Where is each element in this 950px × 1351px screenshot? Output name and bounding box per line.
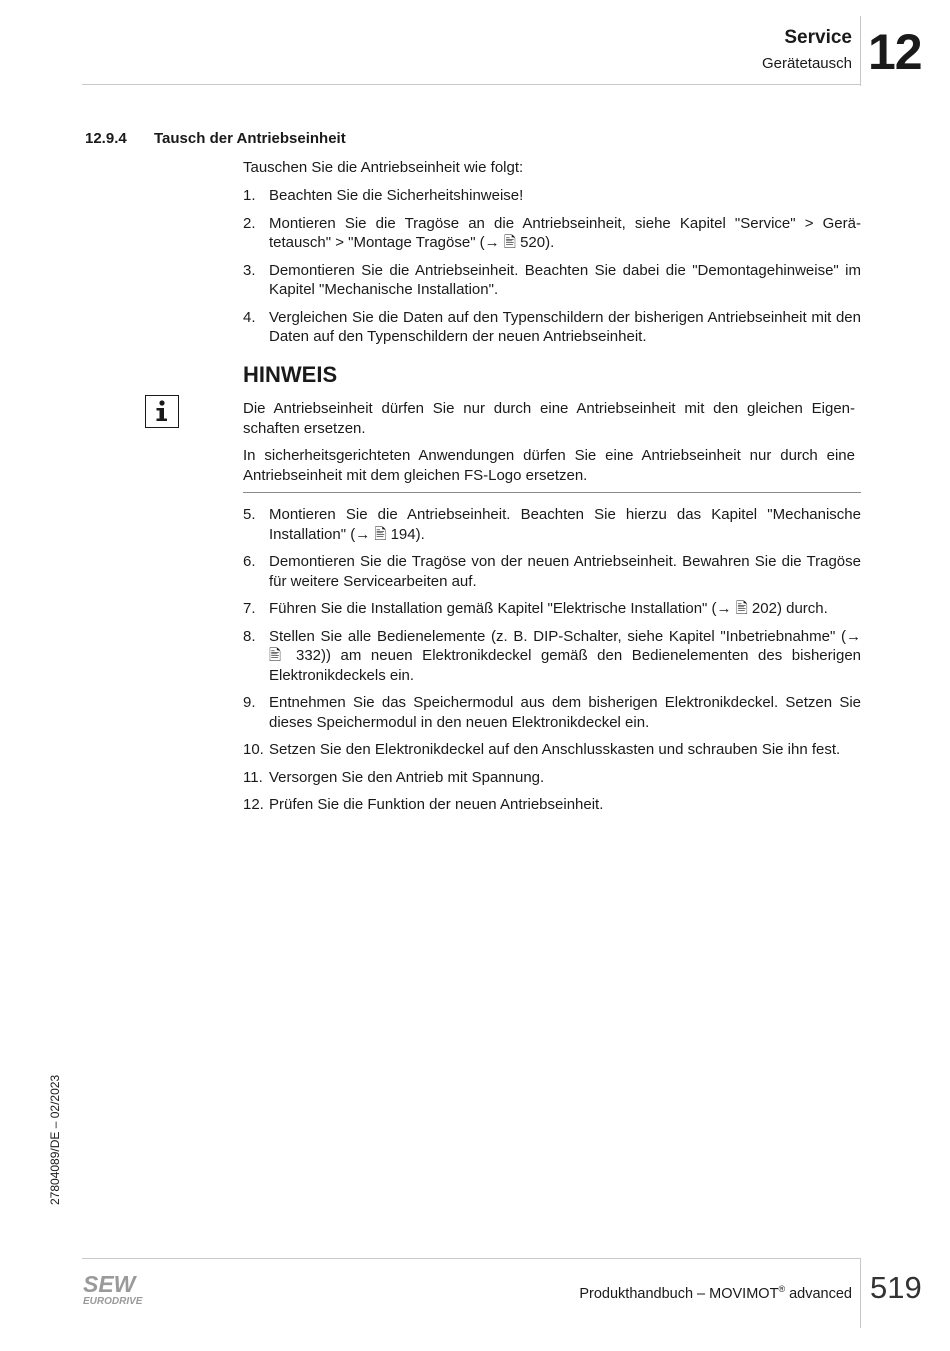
step-text: Entnehmen Sie das Speichermodul aus dem bisherigen Elektronikdeckel. Setzen Sie dieses Speichermodul in den neuen Elektronikdeckel ein. (269, 694, 861, 731)
note-divider (243, 492, 861, 493)
step-text: Prüfen Sie die Funktion der neuen Antriebseinheit. (269, 796, 604, 813)
document-number: 27804089/DE – 02/2023 (48, 1074, 62, 1205)
svg-text:EURODRIVE: EURODRIVE (83, 1296, 143, 1307)
step-text: Demontieren Sie die Antriebseinheit. Beachten Sie dabei die "Demontagehinweise" im Kapitel "Mechanische Installation". (269, 261, 861, 298)
footer-title-suffix: advanced (785, 1286, 852, 1302)
note-title: HINWEIS (243, 362, 338, 387)
steps-list-first (243, 186, 861, 355)
list-item (243, 505, 861, 544)
step-number: 5. (243, 506, 256, 523)
intro-text: Tauschen Sie die Antriebseinheit wie folgt: (243, 159, 524, 176)
footer-divider-vertical (860, 1258, 861, 1328)
header-section-title: Service (784, 27, 852, 48)
note-paragraph: In sicherheitsgerichteten Anwendungen dürfen Sie eine Antriebseinheit nur durch eine Antriebseinheit mit dem gleichen FS-Logo ersetzen. (243, 447, 855, 484)
svg-text:SEW: SEW (83, 1272, 136, 1297)
list-item (243, 186, 861, 206)
step-number: 1. (243, 187, 256, 204)
sew-eurodrive-logo (82, 1272, 152, 1308)
step-number: 9. (243, 694, 256, 711)
section-title: Tausch der Antriebseinheit (154, 130, 346, 147)
running-header (762, 26, 852, 75)
step-number: 4. (243, 308, 256, 326)
steps-list-second (243, 505, 861, 823)
list-item (243, 261, 861, 300)
list-item (243, 552, 861, 591)
list-item (243, 740, 861, 760)
note-paragraph: Die Antriebseinheit dürfen Sie nur durch eine Antriebseinheit mit den gleichen Eigenschaften ersetzen. (243, 400, 855, 437)
chapter-number: 12 (868, 24, 922, 80)
header-subsection-title: Gerätetausch (761, 55, 852, 72)
step-text: Vergleichen Sie die Daten auf den Typenschildern der bisherigen Antriebseinheit mit den Daten auf den Typenschildern der neuen Antriebseinheit. (269, 308, 861, 345)
step-number: 3. (243, 261, 256, 279)
list-item (243, 693, 861, 732)
list-item (243, 214, 861, 253)
step-text: Versorgen Sie den Antrieb mit Spannung. (269, 768, 545, 786)
step-text: Montieren Sie die Tragöse an die Antriebseinheit, siehe Kapitel "Service" > Gerätetausch" > "Montage Tragöse" (→ 🖹 520). (269, 214, 861, 251)
footer-divider-horizontal (82, 1258, 861, 1259)
footer-title-text: Produkthandbuch – MOVIMOT (579, 1286, 779, 1302)
section-heading (85, 129, 346, 149)
list-item (243, 795, 861, 815)
step-number: 6. (243, 553, 256, 570)
step-text: Führen Sie die Installation gemäß Kapitel "Elektrische Installation" (→ 🖹 202) durch. (269, 600, 828, 617)
step-number: 7. (243, 600, 256, 617)
step-text: Beachten Sie die Sicherheitshinweise! (269, 187, 524, 204)
registered-mark: ® (778, 1284, 786, 1294)
list-item (243, 768, 861, 788)
section-number: 12.9.4 (85, 130, 127, 147)
step-number: 8. (243, 627, 256, 645)
footer-title (579, 1279, 852, 1304)
list-item (243, 627, 861, 686)
list-item (243, 308, 861, 347)
page-number: 519 (870, 1270, 922, 1305)
step-number: 2. (243, 214, 256, 232)
header-divider-horizontal (82, 84, 861, 85)
info-icon (145, 395, 179, 428)
header-divider-vertical (860, 16, 861, 86)
list-item (243, 599, 861, 619)
step-number: 10. (243, 741, 264, 758)
step-text: Stellen Sie alle Bedienelemente (z. B. DIP-Schalter, siehe Kapitel "Inbetriebnahme" (→ 🖹 332)) am neuen Elektronikdeckel gemäß den Bedienelementen des bisherigen Elektronikdeckels ein. (269, 627, 861, 684)
note-body (243, 399, 855, 493)
step-text: Demontieren Sie die Tragöse von der neuen Antriebseinheit. Bewahren Sie die Tragöse für weitere Servicearbeiten auf. (269, 553, 861, 590)
step-text: Setzen Sie den Elektronikdeckel auf den Anschlusskasten und schrauben Sie ihn fest. (269, 741, 841, 758)
step-number: 12. (243, 796, 264, 813)
step-number: 11. (243, 768, 263, 786)
step-text: Montieren Sie die Antriebseinheit. Beachten Sie hierzu das Kapitel "Mechanische Installation" (→ 🖹 194). (269, 506, 861, 543)
